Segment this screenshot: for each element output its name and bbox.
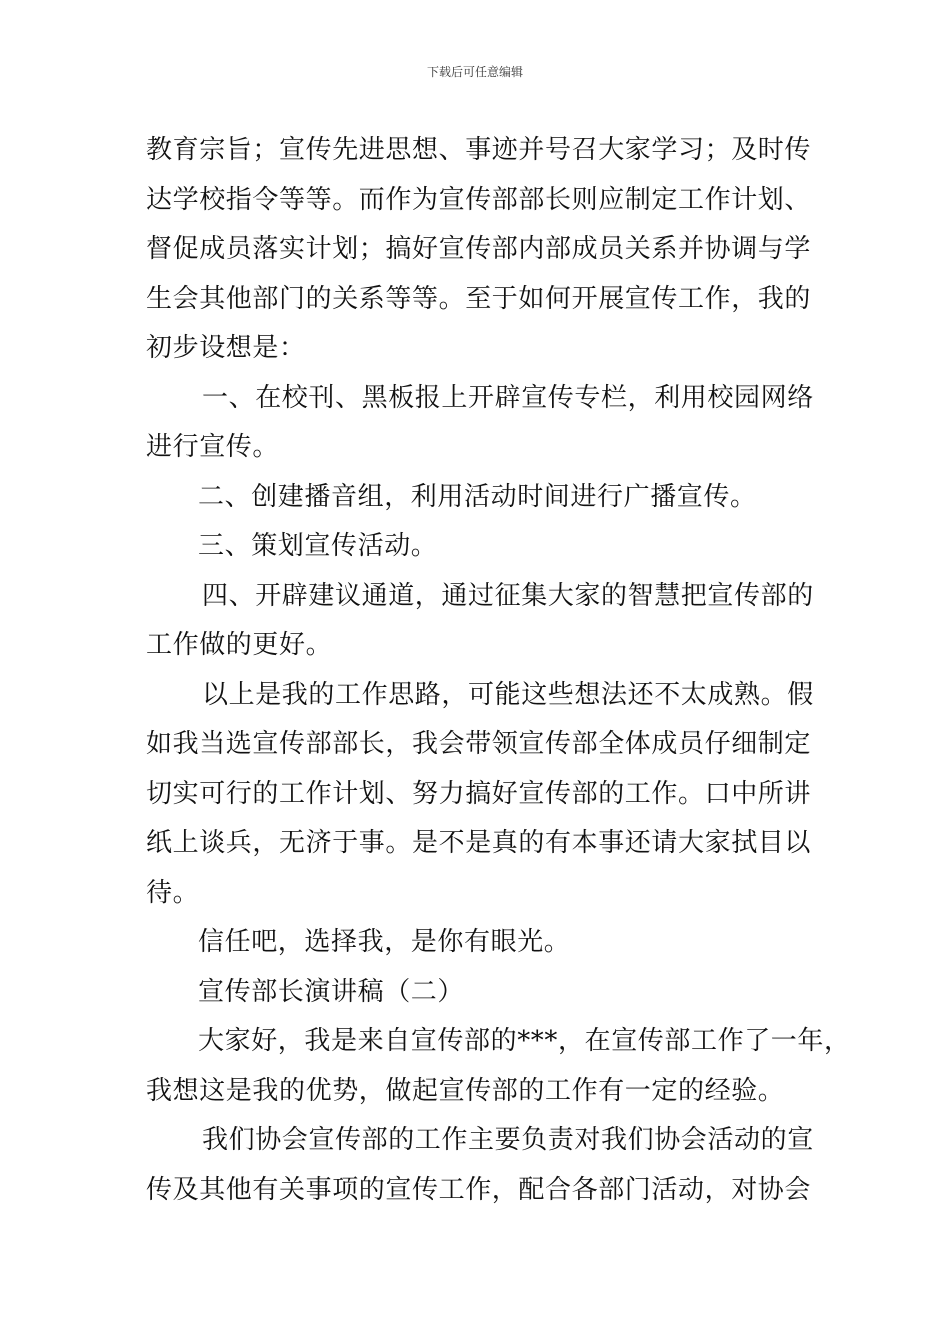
text-line: 四、开辟建议通道，通过征集大家的智慧把宣传部的 <box>202 580 814 611</box>
text-line: 一、在校刊、黑板报上开辟宣传专栏，利用校园网络 <box>202 382 814 413</box>
text-line: 达学校指令等等。而作为宣传部部长则应制定工作计划、 <box>146 184 812 215</box>
text-line: 我们协会宣传部的工作主要负责对我们协会活动的宣 <box>202 1125 814 1155</box>
document-body <box>146 126 851 1215</box>
text-line: 以上是我的工作思路，可能这些想法还不太成熟。假 <box>202 679 814 710</box>
text-line: 大家好，我是来自宣传部的***，在宣传部工作了一年， <box>198 1026 851 1056</box>
text-line: 二、创建播音组，利用活动时间进行广播宣传。 <box>198 481 757 512</box>
text-line: 工作做的更好。 <box>146 630 333 660</box>
text-line: 切实可行的工作计划、努力搞好宣传部的工作。口中所讲 <box>146 778 812 809</box>
text-line: 进行宣传。 <box>146 432 280 462</box>
text-line: 初步设想是： <box>146 333 306 363</box>
text-line: 信任吧，选择我，是你有眼光。 <box>198 927 571 957</box>
section-title: 宣传部长演讲稿（二） <box>198 976 465 1007</box>
text-line: 纸上谈兵，无济于事。是不是真的有本事还请大家拭目以 <box>146 828 812 858</box>
text-line: 我想这是我的优势，做起宣传部的工作有一定的经验。 <box>146 1075 785 1106</box>
page-header: 下载后可任意编辑 <box>426 65 523 79</box>
text-line: 生会其他部门的关系等等。至于如何开展宣传工作，我的 <box>146 283 812 314</box>
text-line: 教育宗旨；宣传先进思想、事迹并号召大家学习；及时传 <box>146 135 812 165</box>
text-line: 待。 <box>146 877 200 908</box>
text-line: 如我当选宣传部部长，我会带领宣传部全体成员仔细制定 <box>146 729 812 759</box>
text-line: 督促成员落实计划；搞好宣传部内部成员关系并协调与学 <box>146 234 812 264</box>
text-line: 三、策划宣传活动。 <box>198 531 438 561</box>
text-line: 传及其他有关事项的宣传工作，配合各部门活动，对协会 <box>146 1174 812 1205</box>
